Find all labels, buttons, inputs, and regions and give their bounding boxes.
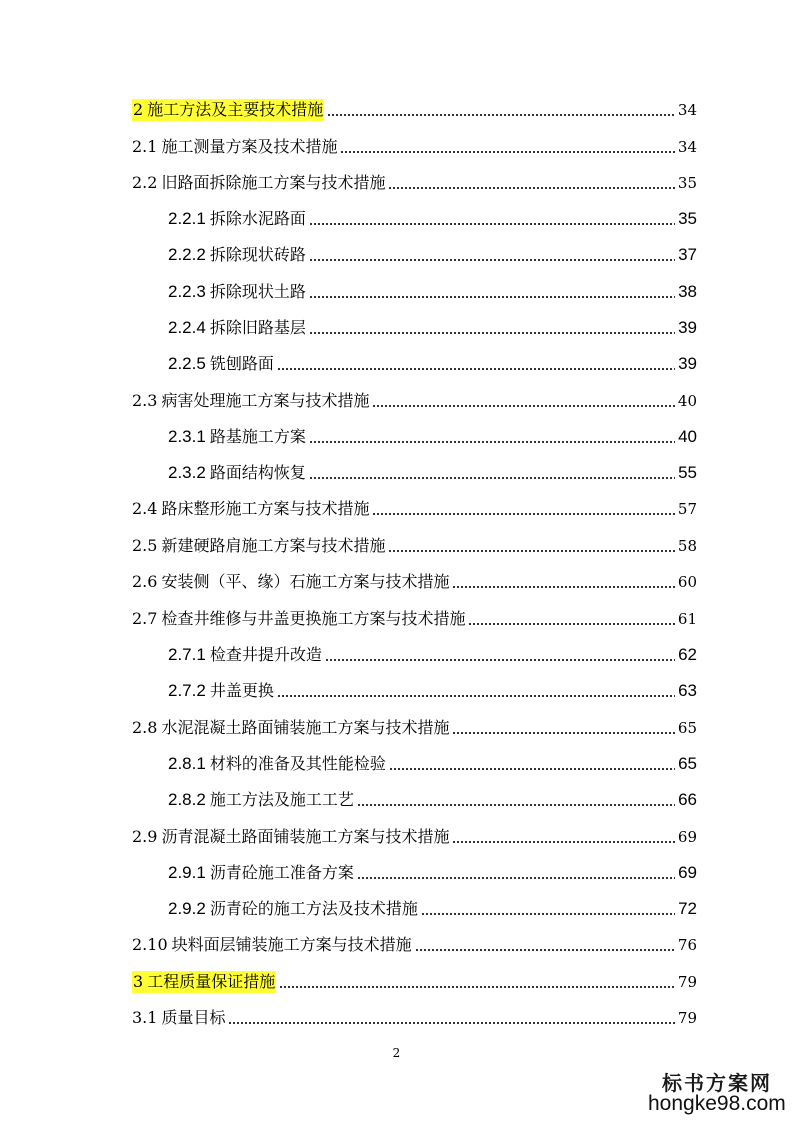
- toc-entry[interactable]: [168, 785, 697, 811]
- dot-leader: [309, 441, 675, 443]
- toc-entry-title: 拆除水泥路面: [209, 209, 306, 228]
- toc-entry-number: 2.3: [132, 391, 158, 410]
- dot-leader: [357, 804, 675, 806]
- page-number: 2: [392, 1046, 401, 1060]
- toc-entry-label: [168, 244, 306, 266]
- toc-entry-page: 57: [677, 500, 697, 518]
- toc-entry-number: 2.1: [132, 137, 158, 156]
- toc-entry-label: [168, 208, 306, 230]
- toc-entry-page: 63: [678, 681, 697, 700]
- toc-entry-title: 拆除现状砖路: [209, 245, 306, 264]
- dot-leader: [309, 477, 675, 479]
- toc-entry-title: 路基施工方案: [209, 427, 306, 446]
- toc-entry-number: 2.3.2: [168, 463, 206, 482]
- toc-entry-number: 2.8: [132, 718, 158, 737]
- toc-entry-page: 39: [678, 354, 697, 373]
- toc-entry-number: 2.7.2: [168, 681, 206, 700]
- toc-entry[interactable]: [168, 349, 697, 375]
- toc-entry[interactable]: [168, 313, 697, 339]
- toc-entry[interactable]: [132, 822, 697, 848]
- toc-entry[interactable]: [168, 204, 697, 230]
- toc-entry-page: 39: [678, 318, 697, 337]
- toc-entry-title: 材料的准备及其性能检验: [209, 754, 386, 773]
- toc-entry[interactable]: [132, 386, 697, 412]
- dot-leader: [372, 513, 674, 515]
- toc-entry-page: 40: [677, 392, 697, 410]
- toc-entry[interactable]: [132, 967, 697, 993]
- dot-leader: [452, 732, 674, 734]
- dot-leader: [468, 623, 674, 625]
- toc-entry-title: 检查井维修与井盖更换施工方案与技术措施: [161, 609, 466, 628]
- toc-entry-label: [132, 717, 449, 739]
- toc-entry-page: 61: [677, 610, 697, 628]
- toc-entry-label: [168, 644, 322, 666]
- toc-entry-number: 2.2.4: [168, 318, 206, 337]
- toc-entry[interactable]: [132, 567, 697, 593]
- toc-entry-title: 拆除旧路基层: [209, 318, 306, 337]
- toc-entry-page: 79: [677, 973, 697, 991]
- toc-entry-page: 37: [678, 245, 697, 264]
- dot-leader: [388, 550, 674, 552]
- toc-entry-page: 72: [678, 899, 697, 918]
- toc-entry-number: 2.7: [132, 609, 158, 628]
- toc-entry-page: 60: [677, 573, 697, 591]
- toc-entry[interactable]: [132, 95, 697, 121]
- toc-entry-label: [132, 172, 385, 194]
- toc-entry-number: 2.8.2: [168, 790, 206, 809]
- toc-entry-label: [168, 862, 354, 884]
- toc-entry[interactable]: [132, 713, 697, 739]
- toc-entry[interactable]: [168, 676, 697, 702]
- toc-entry-number: 2.9.1: [168, 863, 206, 882]
- toc-entry-label: [132, 498, 369, 520]
- toc-entry[interactable]: [168, 240, 697, 266]
- toc-entry[interactable]: [168, 640, 697, 666]
- watermark-url: hongke98.com: [648, 1092, 786, 1115]
- dot-leader: [388, 187, 674, 189]
- toc-entry-title: 沥青砼的施工方法及技术措施: [209, 899, 418, 918]
- toc-entry-page: 69: [678, 863, 697, 882]
- toc-entry-page: 76: [677, 936, 697, 954]
- toc-entry-page: 79: [677, 1009, 697, 1027]
- dot-leader: [421, 913, 675, 915]
- toc-entry-number: 2.2.2: [168, 245, 206, 264]
- dot-leader: [277, 368, 675, 370]
- dot-leader: [309, 332, 675, 334]
- toc-entry[interactable]: [132, 531, 697, 557]
- toc-entry-number: 2.9.2: [168, 899, 206, 918]
- dot-leader: [357, 877, 675, 879]
- toc-entry-label: [132, 571, 449, 593]
- toc-entry[interactable]: [168, 422, 697, 448]
- toc-entry-title: 新建硬路肩施工方案与技术措施: [161, 536, 386, 555]
- toc-entry-title: 井盖更换: [209, 681, 274, 700]
- dot-leader: [327, 114, 675, 116]
- toc-entry-number: 2.8.1: [168, 754, 206, 773]
- dot-leader: [309, 296, 675, 298]
- toc-entry-page: 38: [678, 282, 697, 301]
- toc-entry-page: 65: [677, 719, 697, 737]
- toc-entry-label: [132, 826, 449, 848]
- toc-entry-title: 沥青混凝土路面铺装施工方案与技术措施: [161, 827, 450, 846]
- toc-entry-title: 拆除现状土路: [209, 282, 306, 301]
- toc-entry-label: [132, 1007, 225, 1029]
- toc-entry-title: 旧路面拆除施工方案与技术措施: [161, 173, 386, 192]
- toc-entry-page: 55: [678, 463, 697, 482]
- toc-entry-page: 69: [677, 828, 697, 846]
- toc-entry-label: [168, 789, 354, 811]
- toc-entry-label: [132, 99, 324, 121]
- toc-entry-title: 病害处理施工方案与技术措施: [161, 391, 370, 410]
- dot-leader: [309, 223, 675, 225]
- toc-entry[interactable]: [168, 458, 697, 484]
- toc-entry-page: 35: [678, 209, 697, 228]
- toc-entry[interactable]: [168, 277, 697, 303]
- toc-entry-title: 水泥混凝土路面铺装施工方案与技术措施: [161, 718, 450, 737]
- toc-entry-label: [168, 426, 306, 448]
- dot-leader: [277, 695, 675, 697]
- toc-entry-title: 安装侧（平、缘）石施工方案与技术措施: [161, 572, 450, 591]
- toc-entry-number: 2.9: [132, 827, 158, 846]
- watermark-title: 标书方案网: [662, 1071, 772, 1095]
- dot-leader: [309, 259, 675, 261]
- toc-entry-page: 34: [677, 138, 697, 156]
- toc-entry-label: [168, 462, 306, 484]
- toc-entry-number: 2: [133, 100, 144, 119]
- dot-leader: [325, 659, 675, 661]
- toc-entry-number: 2.5: [132, 536, 158, 555]
- toc-entry-number: 3: [133, 972, 144, 991]
- toc-entry-label: [132, 535, 385, 557]
- toc-entry[interactable]: [132, 494, 697, 520]
- dot-leader: [340, 151, 674, 153]
- toc-entry-label: [132, 934, 412, 956]
- dot-leader: [415, 949, 675, 951]
- toc-entry-number: 2.2.5: [168, 354, 206, 373]
- toc-entry-title: 施工方法及施工工艺: [209, 790, 354, 809]
- toc-entry-page: 65: [678, 754, 697, 773]
- toc-entry-number: 2.7.1: [168, 645, 206, 664]
- toc-entry-label: [132, 608, 465, 630]
- toc-entry-title: 铣刨路面: [209, 354, 274, 373]
- toc-entry-number: 2.6: [132, 572, 158, 591]
- toc-entry[interactable]: [168, 894, 697, 920]
- toc-entry-title: 施工方法及主要技术措施: [147, 100, 324, 119]
- toc-entry-label: [168, 317, 306, 339]
- toc-entry-number: 2.2.1: [168, 209, 206, 228]
- toc-entry-page: 34: [677, 101, 697, 119]
- toc-entry-title: 路面结构恢复: [209, 463, 306, 482]
- dot-leader: [372, 405, 674, 407]
- toc-entry-title: 施工测量方案及技术措施: [161, 137, 338, 156]
- toc-entry[interactable]: [168, 749, 697, 775]
- toc-entry-label: [132, 390, 369, 412]
- toc-entry[interactable]: [132, 168, 697, 194]
- toc-entry[interactable]: [132, 930, 697, 956]
- toc-entry[interactable]: [132, 604, 697, 630]
- toc-entry-title: 块料面层铺装施工方案与技术措施: [171, 935, 412, 954]
- toc-entry-label: [168, 353, 274, 375]
- toc-entry-page: 66: [678, 790, 697, 809]
- toc-entry-number: 3.1: [132, 1008, 158, 1027]
- toc-entry-title: 沥青砼施工准备方案: [209, 863, 354, 882]
- dot-leader: [452, 586, 674, 588]
- toc-entry-page: 40: [678, 427, 697, 446]
- toc-entry-title: 检查井提升改造: [209, 645, 322, 664]
- toc-entry-label: [168, 753, 386, 775]
- toc-entry-number: 2.4: [132, 499, 158, 518]
- toc-entry-label: [168, 680, 274, 702]
- toc-entry-page: 35: [677, 174, 697, 192]
- toc-entry-label: [168, 281, 306, 303]
- dot-leader: [228, 1022, 674, 1024]
- toc-entry-label: [132, 136, 337, 158]
- toc-entry[interactable]: [168, 858, 697, 884]
- toc-entry-title: 路床整形施工方案与技术措施: [161, 499, 370, 518]
- toc-entry-page: 62: [678, 645, 697, 664]
- dot-leader: [452, 841, 674, 843]
- toc-entry-number: 2.2: [132, 173, 158, 192]
- toc-entry-number: 2.3.1: [168, 427, 206, 446]
- toc-entry[interactable]: [132, 1003, 697, 1029]
- toc-entry-label: [132, 971, 276, 993]
- toc-entry-number: 2.2.3: [168, 282, 206, 301]
- toc-entry-title: 工程质量保证措施: [147, 972, 276, 991]
- dot-leader: [389, 768, 675, 770]
- dot-leader: [279, 986, 675, 988]
- toc-entry-label: [168, 898, 418, 920]
- toc-entry-title: 质量目标: [161, 1008, 226, 1027]
- toc-entry[interactable]: [132, 132, 697, 158]
- toc-entry-number: 2.10: [132, 935, 168, 954]
- toc-entry-page: 58: [677, 537, 697, 555]
